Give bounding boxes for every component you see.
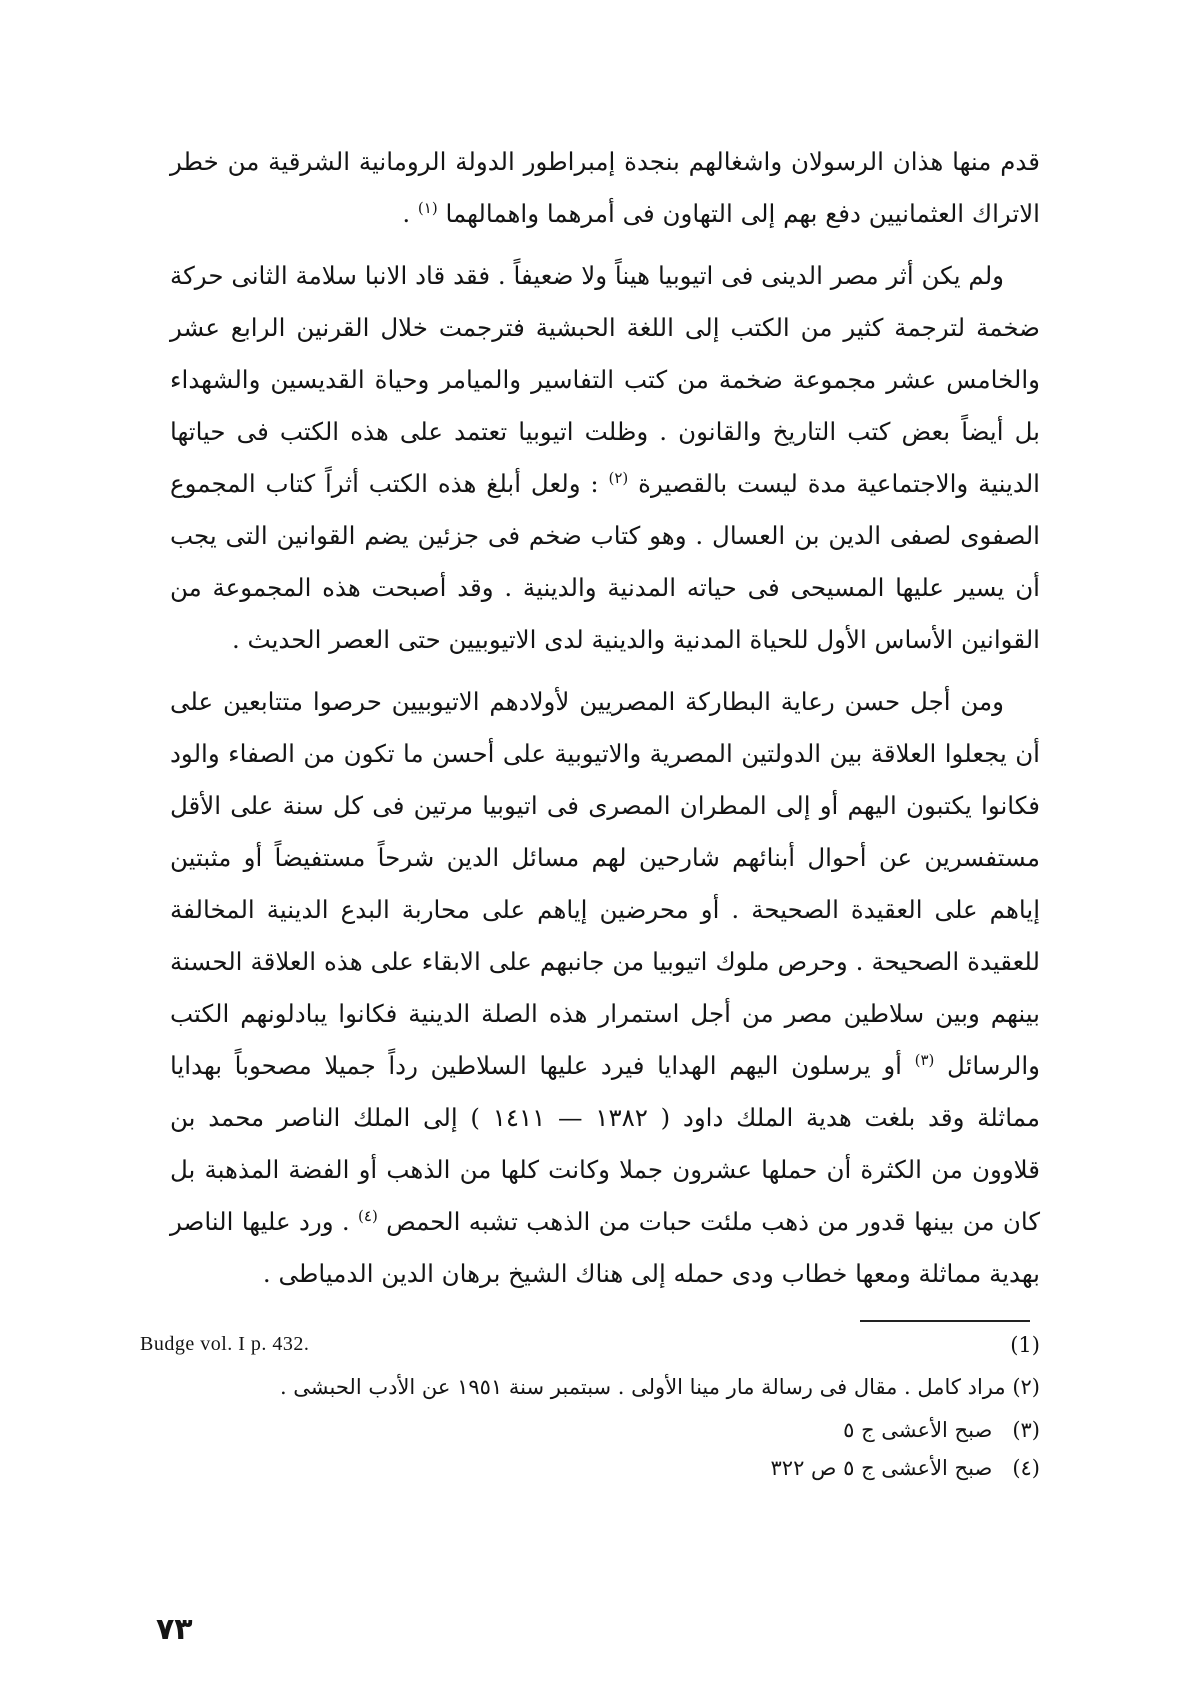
paragraph-ending: أو يرسلون اليهم الهدايا فيرد عليها السلاطين رداً جميلا مصحوباً بهدايا مماثلة وقد بلغت هدية الملك داود ( ١٣٨٢ — ١٤١١ ) إلى الملك الناصر محمد بن قلاوون من الكثرة أن حملها عشرون جملا وكانت كلها من الذهب أو الفضة المذهبة بل كان من بينها قدور من ذهب ملئت حبات من الذهب تشبه الحمص	[170, 1051, 1040, 1236]
footnote-ref-4: (٤)	[358, 1206, 378, 1225]
paragraph-2	[170, 250, 1040, 666]
footnote-1	[140, 1333, 1040, 1369]
footnote-text: صبح الأعشى ج ٥ ص ٣٢٢	[770, 1456, 993, 1480]
main-text	[170, 136, 1040, 1300]
paragraph-text: قدم منها هذان الرسولان واشغالهم بنجدة إمبراطور الدولة الرومانية الشرقية من خطر الاتراك العثمانيين دفع بهم إلى التهاون فى أمرهما واهمالهما	[170, 147, 1040, 228]
footnote-text: صبح الأعشى ج ٥	[843, 1418, 993, 1442]
footnote-3	[140, 1411, 1040, 1449]
footnote-text: مراد كامل . مقال فى رسالة مار مينا الأولى . سبتمبر سنة ١٩٥١ عن الأدب الحبشى .	[279, 1375, 1006, 1399]
footnote-ref-2: (٢)	[608, 468, 629, 487]
paragraph-text: ولم يكن أثر مصر الدينى فى اتيوبيا هيناً ولا ضعيفاً . فقد قاد الانبا سلامة الثانى حركة ضخمة لترجمة كثير من الكتب إلى اللغة الحبشية فترجمت خلال القرنين الرابع عشر والخامس عشر مجموعة ضخمة من كتب التفاسير والميامر وحياة القديسين والشهداء بل أيضاً بعض كتب التاريخ والقانون . وظلت اتيوبيا تعتمد على هذه الكتب فى حياتها الدينية والاجتماعية مدة ليست بالقصيرة	[170, 261, 1040, 498]
footnote-number: (٢)	[1012, 1375, 1040, 1399]
paragraph-ending: .	[402, 199, 418, 228]
footnotes	[140, 1333, 1040, 1487]
footnote-ref-3: (٣)	[914, 1050, 935, 1069]
paragraph-ending: . ورد عليها الناصر بهدية مماثلة ومعها خطاب ودى حمله إلى هناك الشيخ برهان الدين الدمياطى .	[170, 1207, 1040, 1288]
footnote-number: (٣)	[1012, 1418, 1040, 1442]
paragraph-3	[170, 676, 1040, 1300]
footnote-text: Budge vol. I p. 432.	[140, 1333, 310, 1355]
footnote-divider	[860, 1320, 1030, 1322]
paragraph-text: ومن أجل حسن رعاية البطاركة المصريين لأولادهم الاتيوبيين حرصوا متتابعين على أن يجعلوا العلاقة بين الدولتين المصرية والاتيوبية على أحسن ما تكون من الصفاء والود فكانوا يكتبون اليهم أو إلى المطران المصرى فى اتيوبيا مرتين فى كل سنة على الأقل مستفسرين عن أحوال أبنائهم شارحين لهم مسائل الدين شرحاً مستفيضاً أو مثبتين إياهم على العقيدة الصحيحة . أو محرضين إياهم على محاربة البدع الدينية المخالفة للعقيدة الصحيحة . وحرص ملوك اتيوبيا من جانبهم على الابقاء على هذه العلاقة الحسنة بينهم وبين سلاطين مصر من أجل استمرار هذه الصلة الدينية فكانوا يبادلونهم الكتب والرسائل	[170, 687, 1040, 1080]
footnote-4	[140, 1449, 1040, 1487]
paragraph-ending: : ولعل أبلغ هذه الكتب أثراً كتاب المجموع الصفوى لصفى الدين بن العسال . وهو كتاب ضخم فى جزئين يضم القوانين التى يجب أن يسير عليها المسيحى فى حياته المدنية والدينية . وقد أصبحت هذه المجموعة من القوانين الأساس الأول للحياة المدنية والدينية لدى الاتيوبيين حتى العصر الحديث .	[170, 469, 1040, 654]
footnote-2	[140, 1369, 1040, 1405]
footnote-number: (٤)	[1012, 1456, 1040, 1480]
paragraph-1	[170, 136, 1040, 240]
footnote-ref-1: (١)	[417, 198, 438, 217]
page-number: ٧٣	[156, 1612, 193, 1647]
footnote-number: (1)	[1010, 1333, 1040, 1357]
